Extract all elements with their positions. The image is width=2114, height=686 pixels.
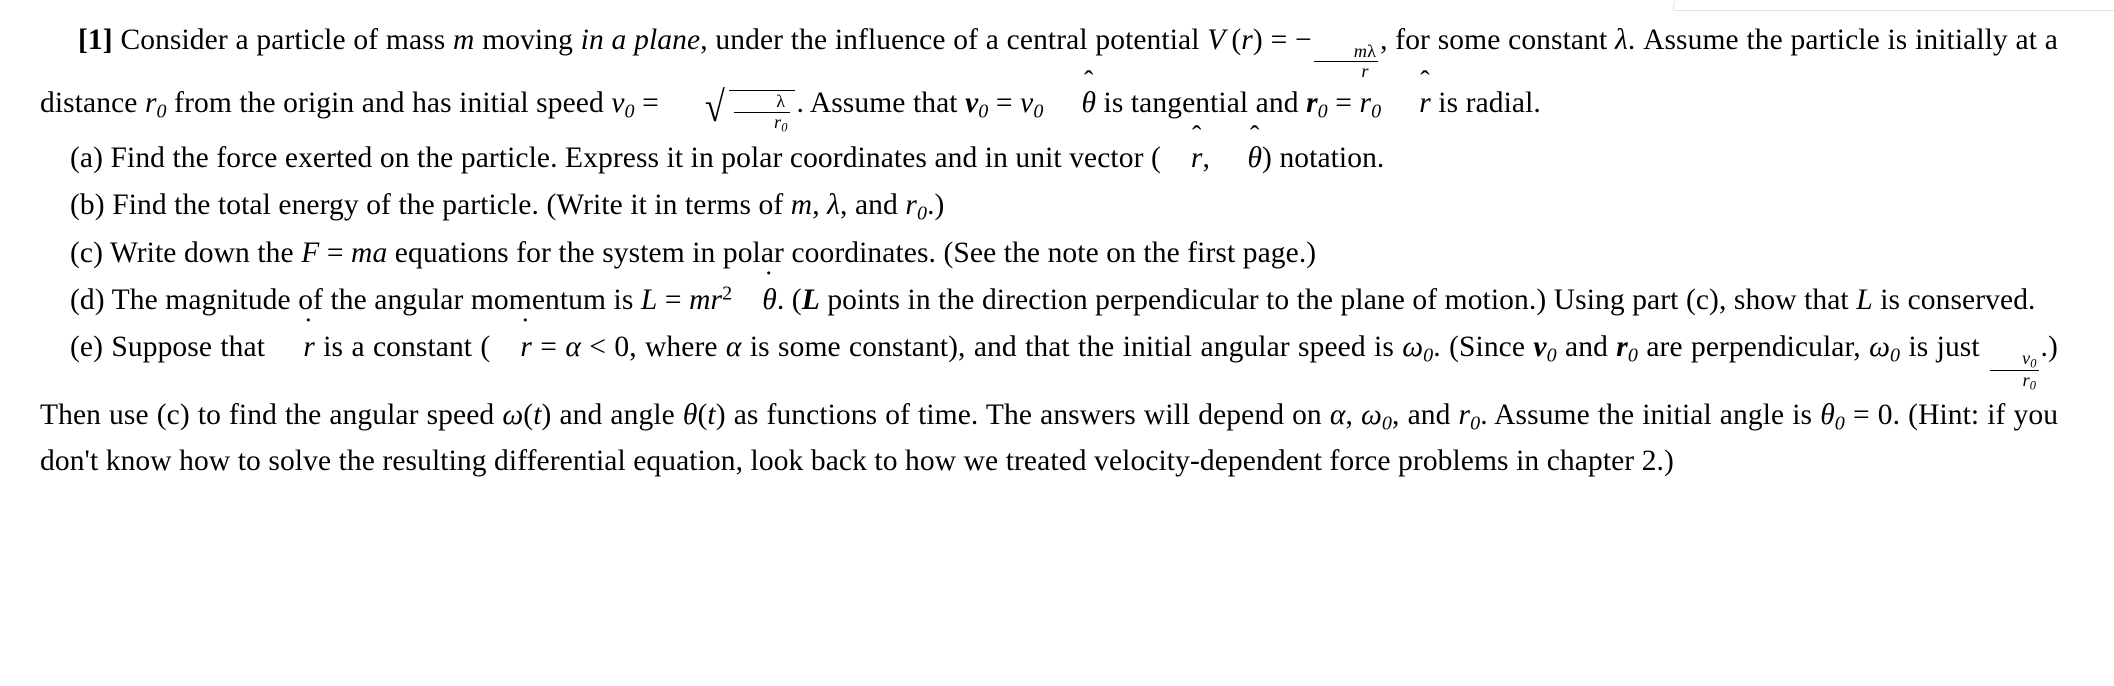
part-b: (b) Find the total energy of the particle. (Write it in terms of m, λ, and $r_0$.) [70, 189, 945, 225]
symbol-omega-zero-2: $\omega_0$ [1869, 330, 1901, 367]
problem-number: [1] [78, 24, 113, 56]
part-e-text-7: are perpendicular, [1646, 330, 1861, 363]
intro-text-4: , under the influence of a central potential [700, 24, 1200, 56]
part-e-text-12: answers will depend on [1040, 398, 1322, 431]
part-b-text-2: , and [840, 189, 898, 222]
part-e-text-9: .) Then use (c) to find the angular speed [40, 330, 2058, 431]
part-d-text-3: points in the direction perpendicular to the plane of motion.) [827, 284, 1547, 317]
equation-angular-momentum: $L = mr^2$ θ ˙ [641, 284, 777, 316]
part-e-text-16: differential equation, look back to how we treated velocity-dependent force problems in chapter 2.) [494, 444, 1674, 477]
part-e-text-8: is just [1908, 330, 1980, 363]
equation-rdot-alpha: r ˙ = α < 0 [490, 331, 629, 363]
intro-text-2: moving [482, 24, 573, 56]
part-e-text-3: , where [629, 330, 718, 363]
symbol-r-zero-b: $r_0$ [905, 189, 928, 225]
part-e-text-6: and [1565, 330, 1608, 363]
window-corner-stub [1673, 0, 2114, 11]
intro-emphasis-in-a-plane: in a plane [580, 24, 701, 56]
part-b-label: (b) [70, 189, 105, 222]
symbol-alpha: α [725, 330, 742, 363]
part-c-label: (c) [70, 237, 104, 270]
part-a [40, 136, 2058, 181]
intro-text-7: . Assume the particle is initially at a distance [40, 24, 2058, 120]
symbol-omega-of-t: ω(t) [502, 398, 552, 431]
symbol-L: L [1856, 284, 1873, 317]
part-d-text-2: . ( [776, 284, 802, 317]
equation-v0-over-r0: $\frac{v_0}{r_0}$ [1990, 349, 2039, 393]
part-e-text-2: is a constant ( [323, 330, 491, 363]
part-e-text-1: Suppose that [111, 330, 266, 363]
symbol-L-vector: L [801, 284, 820, 317]
intro-text-1: Consider a particle of mass [120, 24, 446, 56]
equation-velocity-vector: $v_0 = v_0$ θ ˆ [965, 87, 1096, 119]
symbol-omega-zero: $\omega_0$ [1402, 330, 1434, 367]
intro-text-5: , for some [1380, 24, 1501, 56]
part-a-text-2: ) notation. [1262, 142, 1385, 175]
part-c-text-1: Write down the [110, 237, 294, 270]
symbol-alpha-2: α [1329, 398, 1346, 431]
part-c [40, 231, 2058, 276]
symbol-omega-zero-3: $\omega_0$ [1360, 398, 1393, 435]
part-b-text-3: .) [927, 189, 945, 222]
intro-text-9: . Assume that [796, 87, 958, 120]
part-d-text-1: The magnitude of the angular momentum is [111, 284, 634, 317]
symbol-r-zero-3: $r_0$ [1458, 398, 1481, 435]
symbol-theta-of-t: θ(t) [682, 398, 726, 431]
equation-f-equals-ma: F = ma [301, 237, 388, 270]
part-e: (e) Suppose that r ˙ is a constant ( r ˙ = α < 0, where α is some constant), and that the initial angular speed is $\omega_0$. (Since $v_0$ and $r_0$ are perpendicular, $\omega_0$ is just $\frac{v_0}{r_0}$ .) Then use (c) to find the angular speed ω(t) and angle θ(t) as functions of time. The answers will depend on α, $\omega_0$, and $r_0$. Assume the initial angle is $\theta_0 = 0$. (Hint: if you don't know how to solve the resulting differential equation, look back to how we treated velocity-dependent force problems in chapter 2.) [40, 325, 2058, 484]
part-a-text-1: Find the force exerted on the particle. Express it in polar coordinates and in unit vector ( [110, 142, 1161, 175]
part-c-text-2: equations for the system in polar coordinates. (See the note on the first page.) [394, 237, 1317, 270]
equation-initial-speed: $v_0$ = √ $\frac{\lambda}{r_0}$ [611, 87, 796, 119]
symbol-mass-m: m [453, 24, 475, 56]
part-e-text-4: is some constant), and that the initial angular speed is [749, 330, 1394, 363]
part-b-text-1: Find the total energy of the particle. (Write it in terms of [112, 189, 784, 222]
part-e-text-11: as functions of time. The [733, 398, 1033, 431]
symbol-m-b: m [790, 189, 813, 222]
problem-statement-intro [40, 18, 2058, 134]
symbol-r-zero: $r_0$ [144, 87, 167, 124]
part-e-text-14: . Assume the initial angle is [1480, 398, 1813, 431]
part-d-label: (d) [70, 284, 105, 317]
symbol-r-dot: r ˙ [273, 325, 315, 370]
symbol-v-zero-vector: $v_0$ [1533, 330, 1557, 367]
part-d [40, 278, 2058, 323]
symbol-lambda-b: λ [827, 189, 841, 222]
equation-position-vector: $r_0 = r_0$ r ˆ [1306, 87, 1431, 119]
symbol-lambda: λ [1614, 24, 1628, 56]
part-e-text-15: . (Hint: if you don't know how to solve the resulting [40, 398, 2059, 477]
symbol-r-zero-vector: $r_0$ [1616, 330, 1638, 367]
intro-text-6: constant [1508, 24, 1608, 56]
intro-text-10: is tangential and [1103, 87, 1299, 120]
part-e-text-13: , and [1392, 398, 1451, 431]
equation-potential: V (r) = − $\frac{m\lambda}{r}$ [1207, 24, 1377, 82]
part-d-text-5: is conserved. [1880, 284, 2036, 317]
equation-theta-zero: $\theta_0 = 0$ [1820, 398, 1893, 435]
intro-text-8: from the origin and has initial speed [174, 87, 604, 120]
part-e-text-5: . (Since [1433, 330, 1526, 363]
unit-vectors-notation: r ˆ, θ ˆ [1161, 142, 1262, 174]
part-e-label: (e) [70, 330, 104, 363]
part-d-text-4: Using part (c), show that [1553, 284, 1849, 317]
part-a-label: (a) [70, 142, 104, 175]
part-e-text-10: and angle [559, 398, 675, 431]
intro-text-11: is radial. [1438, 87, 1541, 120]
